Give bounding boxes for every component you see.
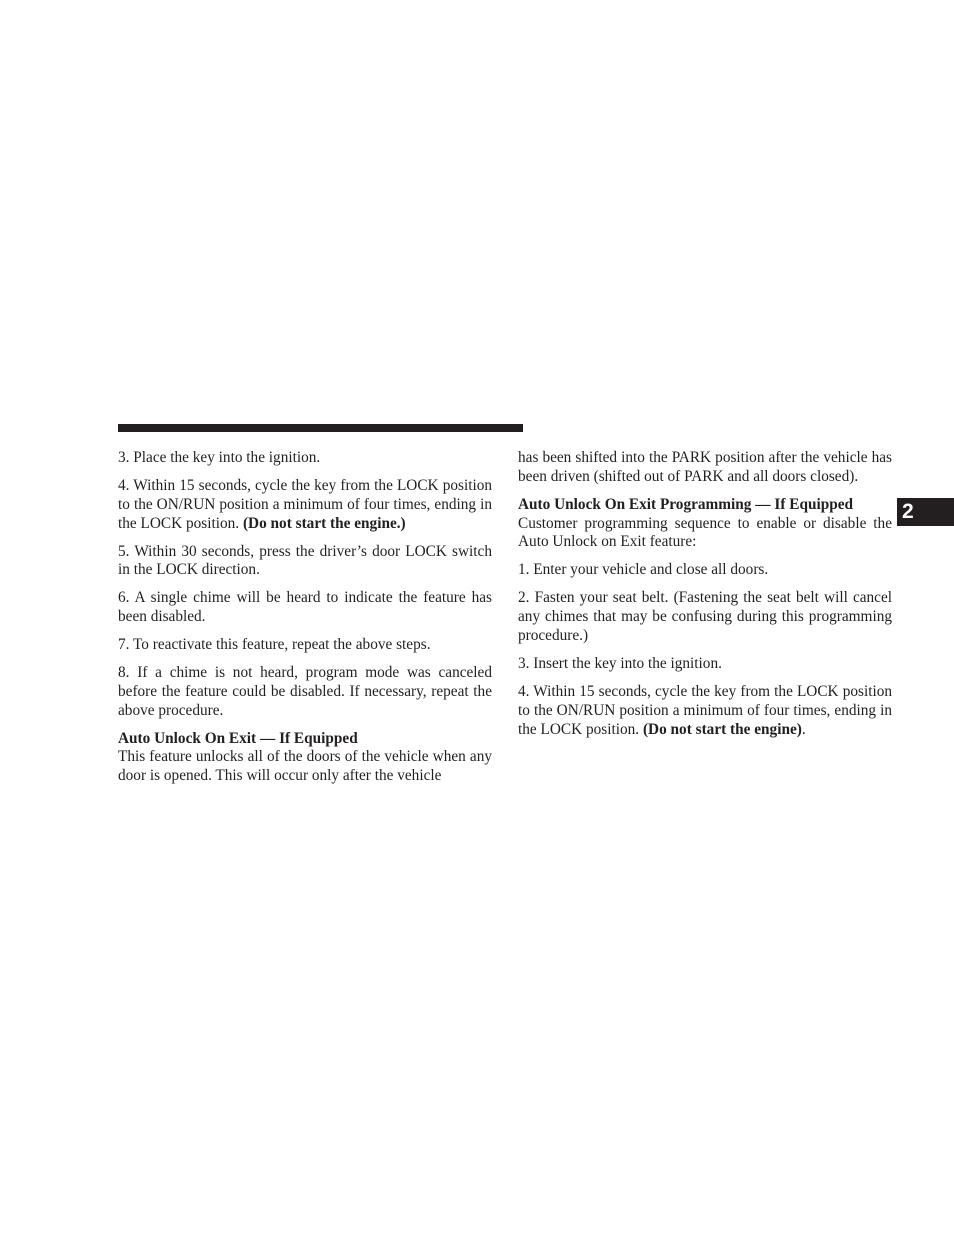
chapter-tab: 2: [897, 498, 954, 526]
programming-intro: Customer programming sequence to enable or disable the Auto Unlock on Exit feature:: [518, 514, 892, 551]
step-5-text: 5. Within 30 seconds, press the driver’s door LOCK switch in the LOCK direction.: [118, 542, 492, 579]
step-4-paragraph: [118, 477, 492, 533]
prog-step-4-end: .: [801, 720, 806, 738]
step-4-text: 4. Within 15 seconds, cycle the key from the LOCK position to the ON/RUN position a minimum of four times, ending in the LOCK position.: [118, 476, 492, 532]
step-4-warning: (Do not start the engine.): [242, 514, 406, 532]
left-column: [118, 449, 492, 795]
step-8-text: 8. If a chime is not heard, program mode was canceled before the feature could be disabled. If necessary, repeat the above procedure.: [118, 664, 492, 719]
right-column: [518, 449, 892, 748]
auto-unlock-body: This feature unlocks all of the doors of the vehicle when any door is opened. This will occur only after the vehicle: [118, 748, 492, 785]
auto-unlock-heading: Auto Unlock On Exit — If Equipped: [118, 729, 358, 747]
prog-step-4-paragraph: [518, 683, 892, 739]
continuation-text: has been shifted into the PARK position after the vehicle has been driven (shifted out of PARK and all doors closed).: [518, 449, 892, 485]
prog-step-4-warning: (Do not start the engine): [642, 720, 802, 738]
step-7-text: 7. To reactivate this feature, repeat the above steps.: [118, 636, 431, 654]
programming-heading: Auto Unlock On Exit Programming — If Equipped: [518, 495, 854, 513]
prog-step-1-text: 1. Enter your vehicle and close all doors.: [518, 561, 769, 579]
prog-step-4-text: 4. Within 15 seconds, cycle the key from the LOCK position to the ON/RUN position a minimum of four times, ending in the LOCK position.: [518, 682, 892, 738]
prog-step-2-text: 2. Fasten your seat belt. (Fastening the seat belt will cancel any chimes that may be confusing during this programming procedure.): [518, 589, 892, 644]
step-6-text: 6. A single chime will be heard to indicate the feature has been disabled.: [118, 589, 492, 626]
prog-step-3-text: 3. Insert the key into the ignition.: [518, 654, 722, 672]
step-3-text: 3. Place the key into the ignition.: [118, 449, 321, 466]
section-rule: [118, 424, 523, 432]
